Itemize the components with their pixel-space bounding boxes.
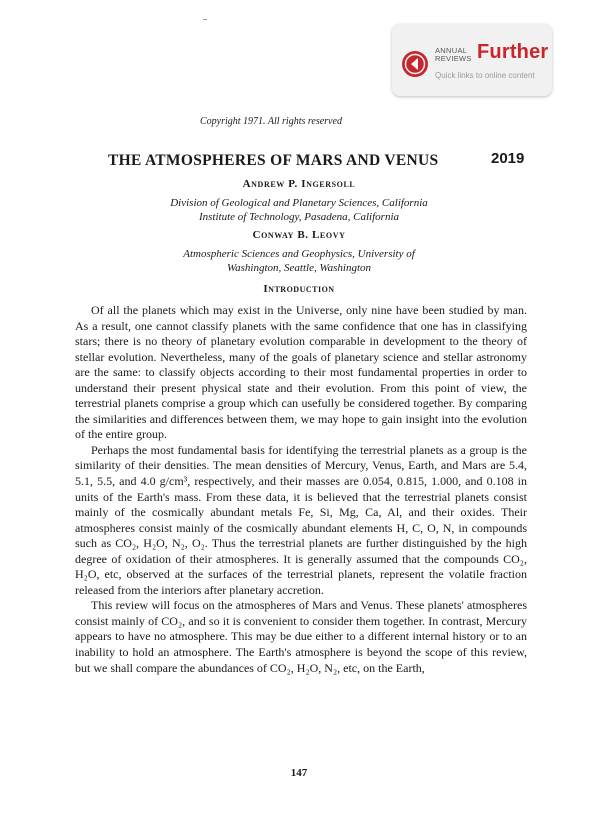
arrow-left-icon <box>401 50 429 78</box>
scan-mark <box>203 19 207 20</box>
article-title: THE ATMOSPHERES OF MARS AND VENUS <box>108 152 439 169</box>
article-body <box>75 303 527 676</box>
article-page-number: 2019 <box>491 150 525 167</box>
body-paragraph: Of all the planets which may exist in the Universe, only nine have been studied by man. As a result, one cannot classify planets with the same confidence that one has in classifying stars; there is no theory of planetary evolution comparable in development to the theory of stellar evolution. Nevertheless, many of the goals of planetary science and stellar astronomy are the same: to classify objects according to their most fundamental properties in order to understand their present physical state and their evolution. From this point of view, the terrestrial planets comprise a group which can usefully be considered together. By comparing the similarities and differences between them, we may hope to gain insight into the evolution of the entire group. <box>75 303 527 442</box>
further-subtitle: Quick links to online content <box>435 71 535 80</box>
body-paragraph: This review will focus on the atmospheres of Mars and Venus. These planets' atmospheres consist mainly of CO₂, and so it is convenient to consider them together. In contrast, Mercury appears to have no atmosphere. This may be due either to a different internal history or to an inability to hold an atmosphere. The Earth's atmosphere is beyond the scope of this review, but we shall compare the abundances of CO₂, H₂O, N₂, etc, on the Earth, <box>75 598 527 675</box>
body-paragraph: Perhaps the most fundamental basis for identifying the terrestrial planets as a group is the similarity of their densities. The mean densities of Mercury, Venus, Earth, and Mars are 5.4, 5.1, 5.5, and 4.0 g/cm³, respectively, and their masses are 0.054, 0.815, 1.000, and 0.108 in units of the Earth's mass. From these data, it is believed that the terrestrial planets consist mainly of the cosmically abundant metals Fe, Si, Mg, Ca, Al, and their oxides. Their atmospheres consist mainly of the cosmically abundant elements H, C, O, N, in compounds such as CO₂, H₂O, N₂, O₂. Thus the terrestrial planets are further distinguished by the high degree of oxidation of their atmospheres. It is generally assumed that the compounds CO₂, H₂O, etc, observed at the surfaces of the terrestrial planets, represent the volatile fraction released from the interiors after planetary accretion. <box>75 442 527 597</box>
author-affiliation: Atmospheric Sciences and Geophysics, University of Washington, Seattle, Washington <box>183 248 415 274</box>
author-affiliation: Division of Geological and Planetary Sciences, California Institute of Technology, Pasadena, California <box>170 197 428 223</box>
further-badge[interactable] <box>392 24 552 96</box>
annual-reviews-wordmark: ANNUAL REVIEWS <box>435 46 472 63</box>
author-name: Andrew P. Ingersoll <box>242 178 356 190</box>
page-number: 147 <box>290 767 308 779</box>
section-heading: Introduction <box>263 283 335 295</box>
author-name: Conway B. Leovy <box>252 229 346 241</box>
further-label: Further <box>477 41 549 63</box>
copyright-notice: Copyright 1971. All rights reserved <box>200 116 342 127</box>
